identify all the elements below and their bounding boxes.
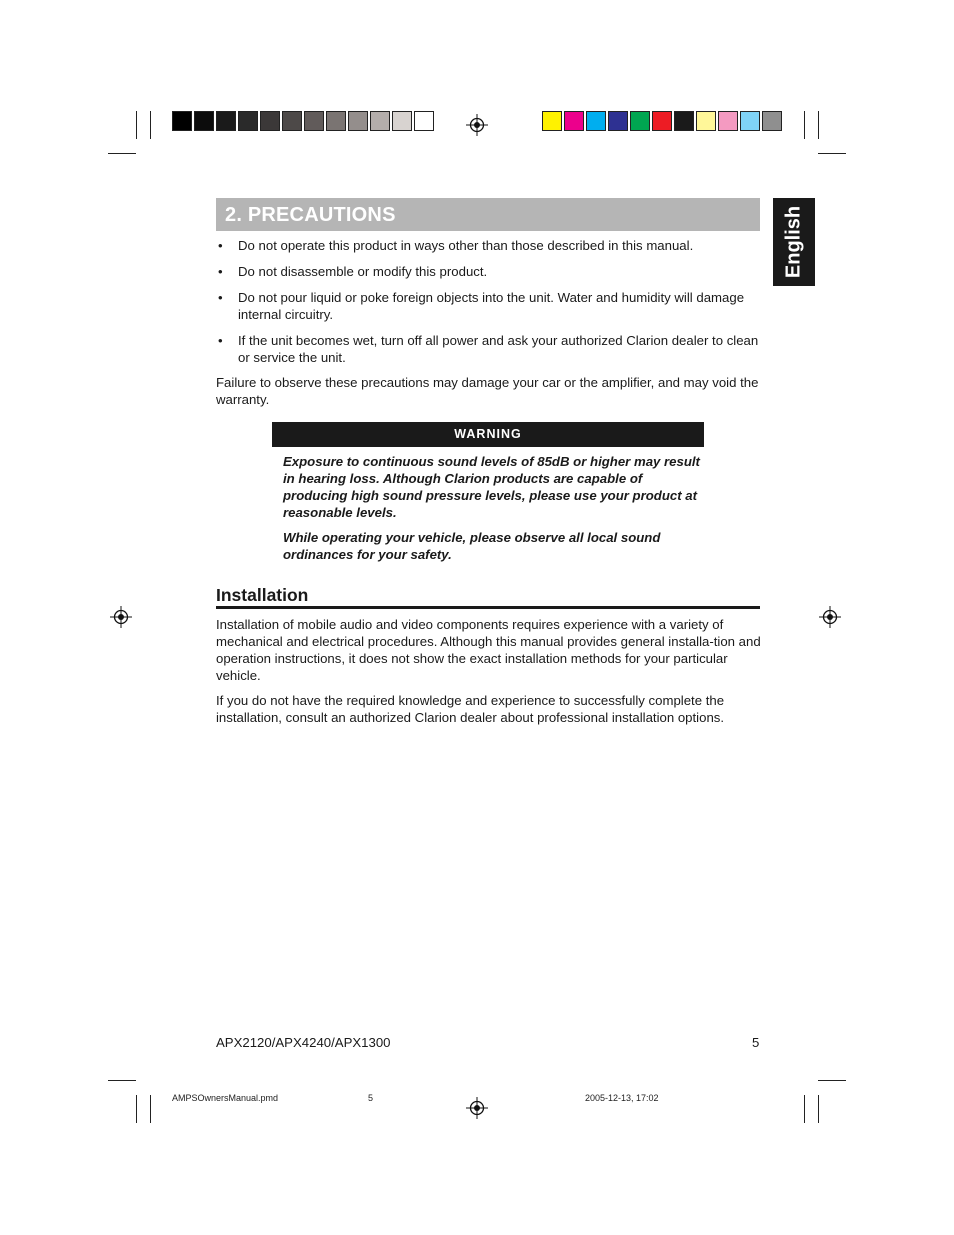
- warning-label: WARNING: [272, 422, 704, 447]
- color-swatch: [348, 111, 368, 131]
- language-tab-label: English: [782, 205, 805, 279]
- color-swatch: [326, 111, 346, 131]
- registration-mark-icon: [466, 114, 488, 136]
- color-swatch: [652, 111, 672, 131]
- list-item: • Do not pour liquid or poke foreign objects into the unit. Water and humidity will damage internal circuitry.: [218, 290, 745, 322]
- color-swatch: [194, 111, 214, 131]
- crop-mark: [136, 111, 137, 139]
- crop-mark: [136, 1095, 137, 1123]
- color-swatch: [304, 111, 324, 131]
- crop-mark: [818, 153, 846, 154]
- heading-rule: [216, 606, 760, 609]
- crop-mark: [818, 1080, 846, 1081]
- crop-mark: [150, 111, 151, 139]
- slug-timestamp: 2005-12-13, 17:02: [585, 1093, 659, 1103]
- color-swatch: [762, 111, 782, 131]
- crop-mark: [804, 1095, 805, 1123]
- warning-text: Exposure to continuous sound levels of 85dB or higher may result in hearing loss. Although Clarion products are capable of producing high sound pressure levels, please use your product at reasonable levels.: [283, 454, 700, 520]
- crop-mark: [108, 153, 136, 154]
- list-item: • If the unit becomes wet, turn off all power and ask your authorized Clarion dealer to clean or service the unit.: [218, 333, 759, 365]
- bullet-icon: •: [218, 238, 223, 253]
- registration-mark-icon: [819, 606, 841, 628]
- color-swatch: [586, 111, 606, 131]
- color-swatch: [392, 111, 412, 131]
- slug-filename: AMPSOwnersManual.pmd: [172, 1093, 279, 1103]
- precautions-list: [216, 237, 761, 375]
- color-swatch: [282, 111, 302, 131]
- color-swatch: [414, 111, 434, 131]
- installation-paragraph: Installation of mobile audio and video components requires experience with a variety of mechanical and electrical procedures. Although this manual provides general installa-tion and operation instructions, it does not show the exact installation methods for your particular vehicle.: [216, 617, 761, 683]
- installation-heading: Installation: [216, 585, 309, 605]
- warning-text: While operating your vehicle, please observe all local sound ordinances for your safety.: [283, 530, 661, 562]
- grayscale-color-bar: [172, 111, 436, 131]
- list-item: • Do not operate this product in ways other than those described in this manual.: [218, 238, 694, 253]
- registration-mark-icon: [110, 606, 132, 628]
- color-swatch: [172, 111, 192, 131]
- footer-model-numbers: APX2120/APX4240/APX1300: [216, 1035, 391, 1050]
- process-color-bar: [542, 111, 784, 131]
- color-swatch: [260, 111, 280, 131]
- color-swatch: [216, 111, 236, 131]
- color-swatch: [718, 111, 738, 131]
- crop-mark: [804, 111, 805, 139]
- bullet-icon: •: [218, 290, 223, 305]
- slug-page: 5: [368, 1093, 374, 1103]
- page-number: 5: [752, 1035, 760, 1050]
- section-header: [216, 198, 760, 231]
- color-swatch: [674, 111, 694, 131]
- crop-mark: [150, 1095, 151, 1123]
- color-swatch: [696, 111, 716, 131]
- registration-mark-icon: [466, 1097, 488, 1119]
- color-swatch: [630, 111, 650, 131]
- installation-paragraph: If you do not have the required knowledge and experience to successfully complete the installation, consult an authorized Clarion dealer about professional installation options.: [216, 693, 725, 725]
- section-title: 2. PRECAUTIONS: [225, 204, 396, 226]
- failure-note: Failure to observe these precautions may damage your car or the amplifier, and may void the warranty.: [216, 375, 759, 407]
- color-swatch: [740, 111, 760, 131]
- color-swatch: [564, 111, 584, 131]
- color-swatch: [370, 111, 390, 131]
- bullet-icon: •: [218, 333, 223, 348]
- color-swatch: [238, 111, 258, 131]
- crop-mark: [818, 1095, 819, 1123]
- list-item: • Do not disassemble or modify this product.: [218, 264, 488, 279]
- crop-mark: [818, 111, 819, 139]
- color-swatch: [608, 111, 628, 131]
- bullet-icon: •: [218, 264, 223, 279]
- language-tab: [773, 198, 815, 286]
- color-swatch: [542, 111, 562, 131]
- crop-mark: [108, 1080, 136, 1081]
